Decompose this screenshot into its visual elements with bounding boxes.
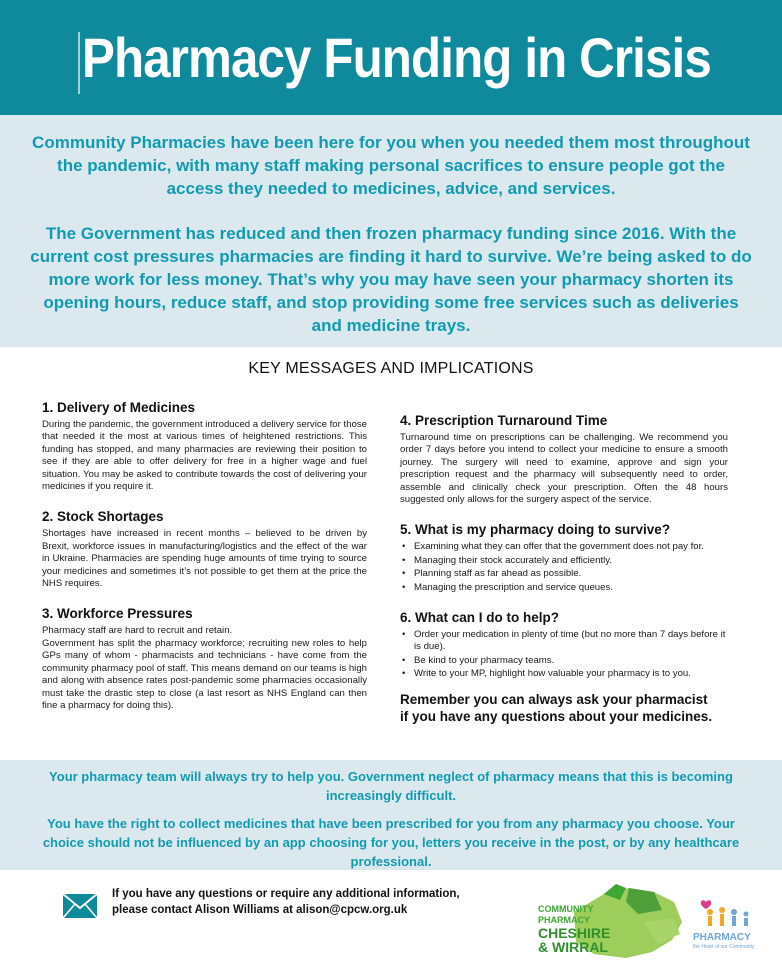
list-item: • Order your medication in plenty of time (but no more than 7 days before it is due).: [400, 629, 728, 654]
cpcw-line-1: COMMUNITY: [538, 904, 594, 914]
right-column: [400, 413, 728, 725]
left-column: [42, 400, 367, 728]
envelope-icon: [62, 893, 98, 919]
section-heading: 6. What can I do to help?: [400, 610, 560, 626]
section-heading: 4. Prescription Turnaround Time: [400, 413, 608, 428]
help-list: [400, 629, 728, 681]
section-survive: [400, 522, 728, 594]
section-stock: [42, 509, 367, 590]
page-title: Pharmacy Funding in Crisis: [82, 26, 711, 89]
section-heading: 2. Stock Shortages: [42, 509, 164, 525]
cpcw-logo-text: [538, 904, 628, 954]
section-intro-line: Pharmacy staff are hard to recruit and retain.: [42, 625, 233, 637]
section-body: Shortages have increased in recent months – believed to be driven by Brexit, workforce issues in manufacturing/logistics and the effect of the war in Ukraine. Pharmacies are spending huge amounts of time trying to source your medicines and sometimes it’s not possible to get them at the price the NHS requires.: [42, 528, 367, 590]
pharmacy-logo-tagline: the Heart of our Community: [693, 944, 755, 950]
header-banner: [0, 0, 782, 115]
survive-list: [400, 541, 728, 594]
section-heading: 5. What is my pharmacy doing to survive?: [400, 522, 671, 538]
section-body: During the pandemic, the government introduced a delivery service for those that needed it the most at various times of heightened restrictions. This funding has stopped, and many pharmacies are reviewing their position to see if they are able to offer delivery for free in a higher wage and fuel situation. You may be asked to contribute towards the cost of delivering your medicines if you require it.: [42, 419, 367, 493]
contact-text: If you have any questions or require any additional information, please contact Alison Williams at alison@cpcw.org.uk: [112, 888, 460, 916]
remember-line-1: Remember you can always ask your pharmacist: [400, 691, 708, 707]
remember-note: [400, 691, 728, 725]
section-delivery: [42, 400, 367, 493]
intro-paragraph-1: Community Pharmacies have been here for you when you needed them most throughout the pandemic, with many staff making personal sacrifices to ensure people got the access they needed to medicines, advice, and services.: [32, 133, 750, 198]
list-item: • Be kind to your pharmacy teams.: [400, 655, 728, 667]
intro-panel: [0, 115, 782, 347]
cpcw-line-4: & WIRRAL: [538, 939, 608, 955]
pharmacy-logo-word: PHARMACY: [693, 932, 751, 943]
remember-line-2: if you have any questions about your medicines.: [400, 708, 713, 724]
list-item: • Write to your MP, highlight how valuable your pharmacy is to you.: [400, 668, 728, 680]
cpcw-line-2: PHARMACY: [538, 915, 591, 925]
section-help: [400, 610, 728, 681]
footer-message-band: [0, 760, 782, 870]
list-item: • Examining what they can offer that the government does not pay for.: [400, 541, 728, 553]
cpcw-line-3: CHESHIRE: [538, 925, 611, 941]
footer-paragraph-2: You have the right to collect medicines that have been prescribed for you from any pharmacy you choose. Your choice should not be influenced by an app choosing for you, letters you receive in the post, or by any healthcare professional.: [42, 816, 740, 869]
key-messages-title: KEY MESSAGES AND IMPLICATIONS: [248, 360, 534, 377]
footer-paragraph-1: Your pharmacy team will always try to help you. Government neglect of pharmacy means that this is becoming increasingly difficult.: [49, 769, 733, 803]
list-item: • Managing their stock accurately and efficiently.: [400, 555, 728, 567]
section-body: Government has split the pharmacy workforce; recruiting new roles to help GPs many of whom - pharmacists and technicians - have come from the community pharmacy pool of staff. This means demand on our teams is high and along with absence rates post-pandemic some pharmacies occasionally must take the drastic step to close (a last resort as NHS England can then fine a pharmacy for doing this).: [42, 637, 367, 711]
section-workforce: [42, 606, 367, 712]
list-item: • Planning staff as far ahead as possible.: [400, 568, 728, 580]
section-prescription: [400, 413, 728, 506]
section-body: Turnaround time on prescriptions can be challenging. We recommend you order 7 days before you intend to collect your medicine to ensure a smooth journey. The surgery will need to examine, approve and sign your prescription request and the pharmacy will subsequently need to order, assemble and clinically check your prescription. Often the 48 hours suggested only allows for the surgery aspect of the service.: [400, 432, 728, 506]
list-item: • Managing the prescription and service queues.: [400, 582, 728, 594]
section-heading: 1. Delivery of Medicines: [42, 400, 196, 415]
section-heading: 3. Workforce Pressures: [42, 606, 193, 622]
intro-paragraph-2: The Government has reduced and then frozen pharmacy funding since 2016. With the current cost pressures pharmacies are finding it hard to survive. We’re being asked to do more work for less money. That’s why you may have seen your pharmacy shorten its opening hours, reduce staff, and stop providing some free services such as deliveries and medicine trays.: [30, 224, 752, 335]
header-divider: [78, 32, 80, 94]
